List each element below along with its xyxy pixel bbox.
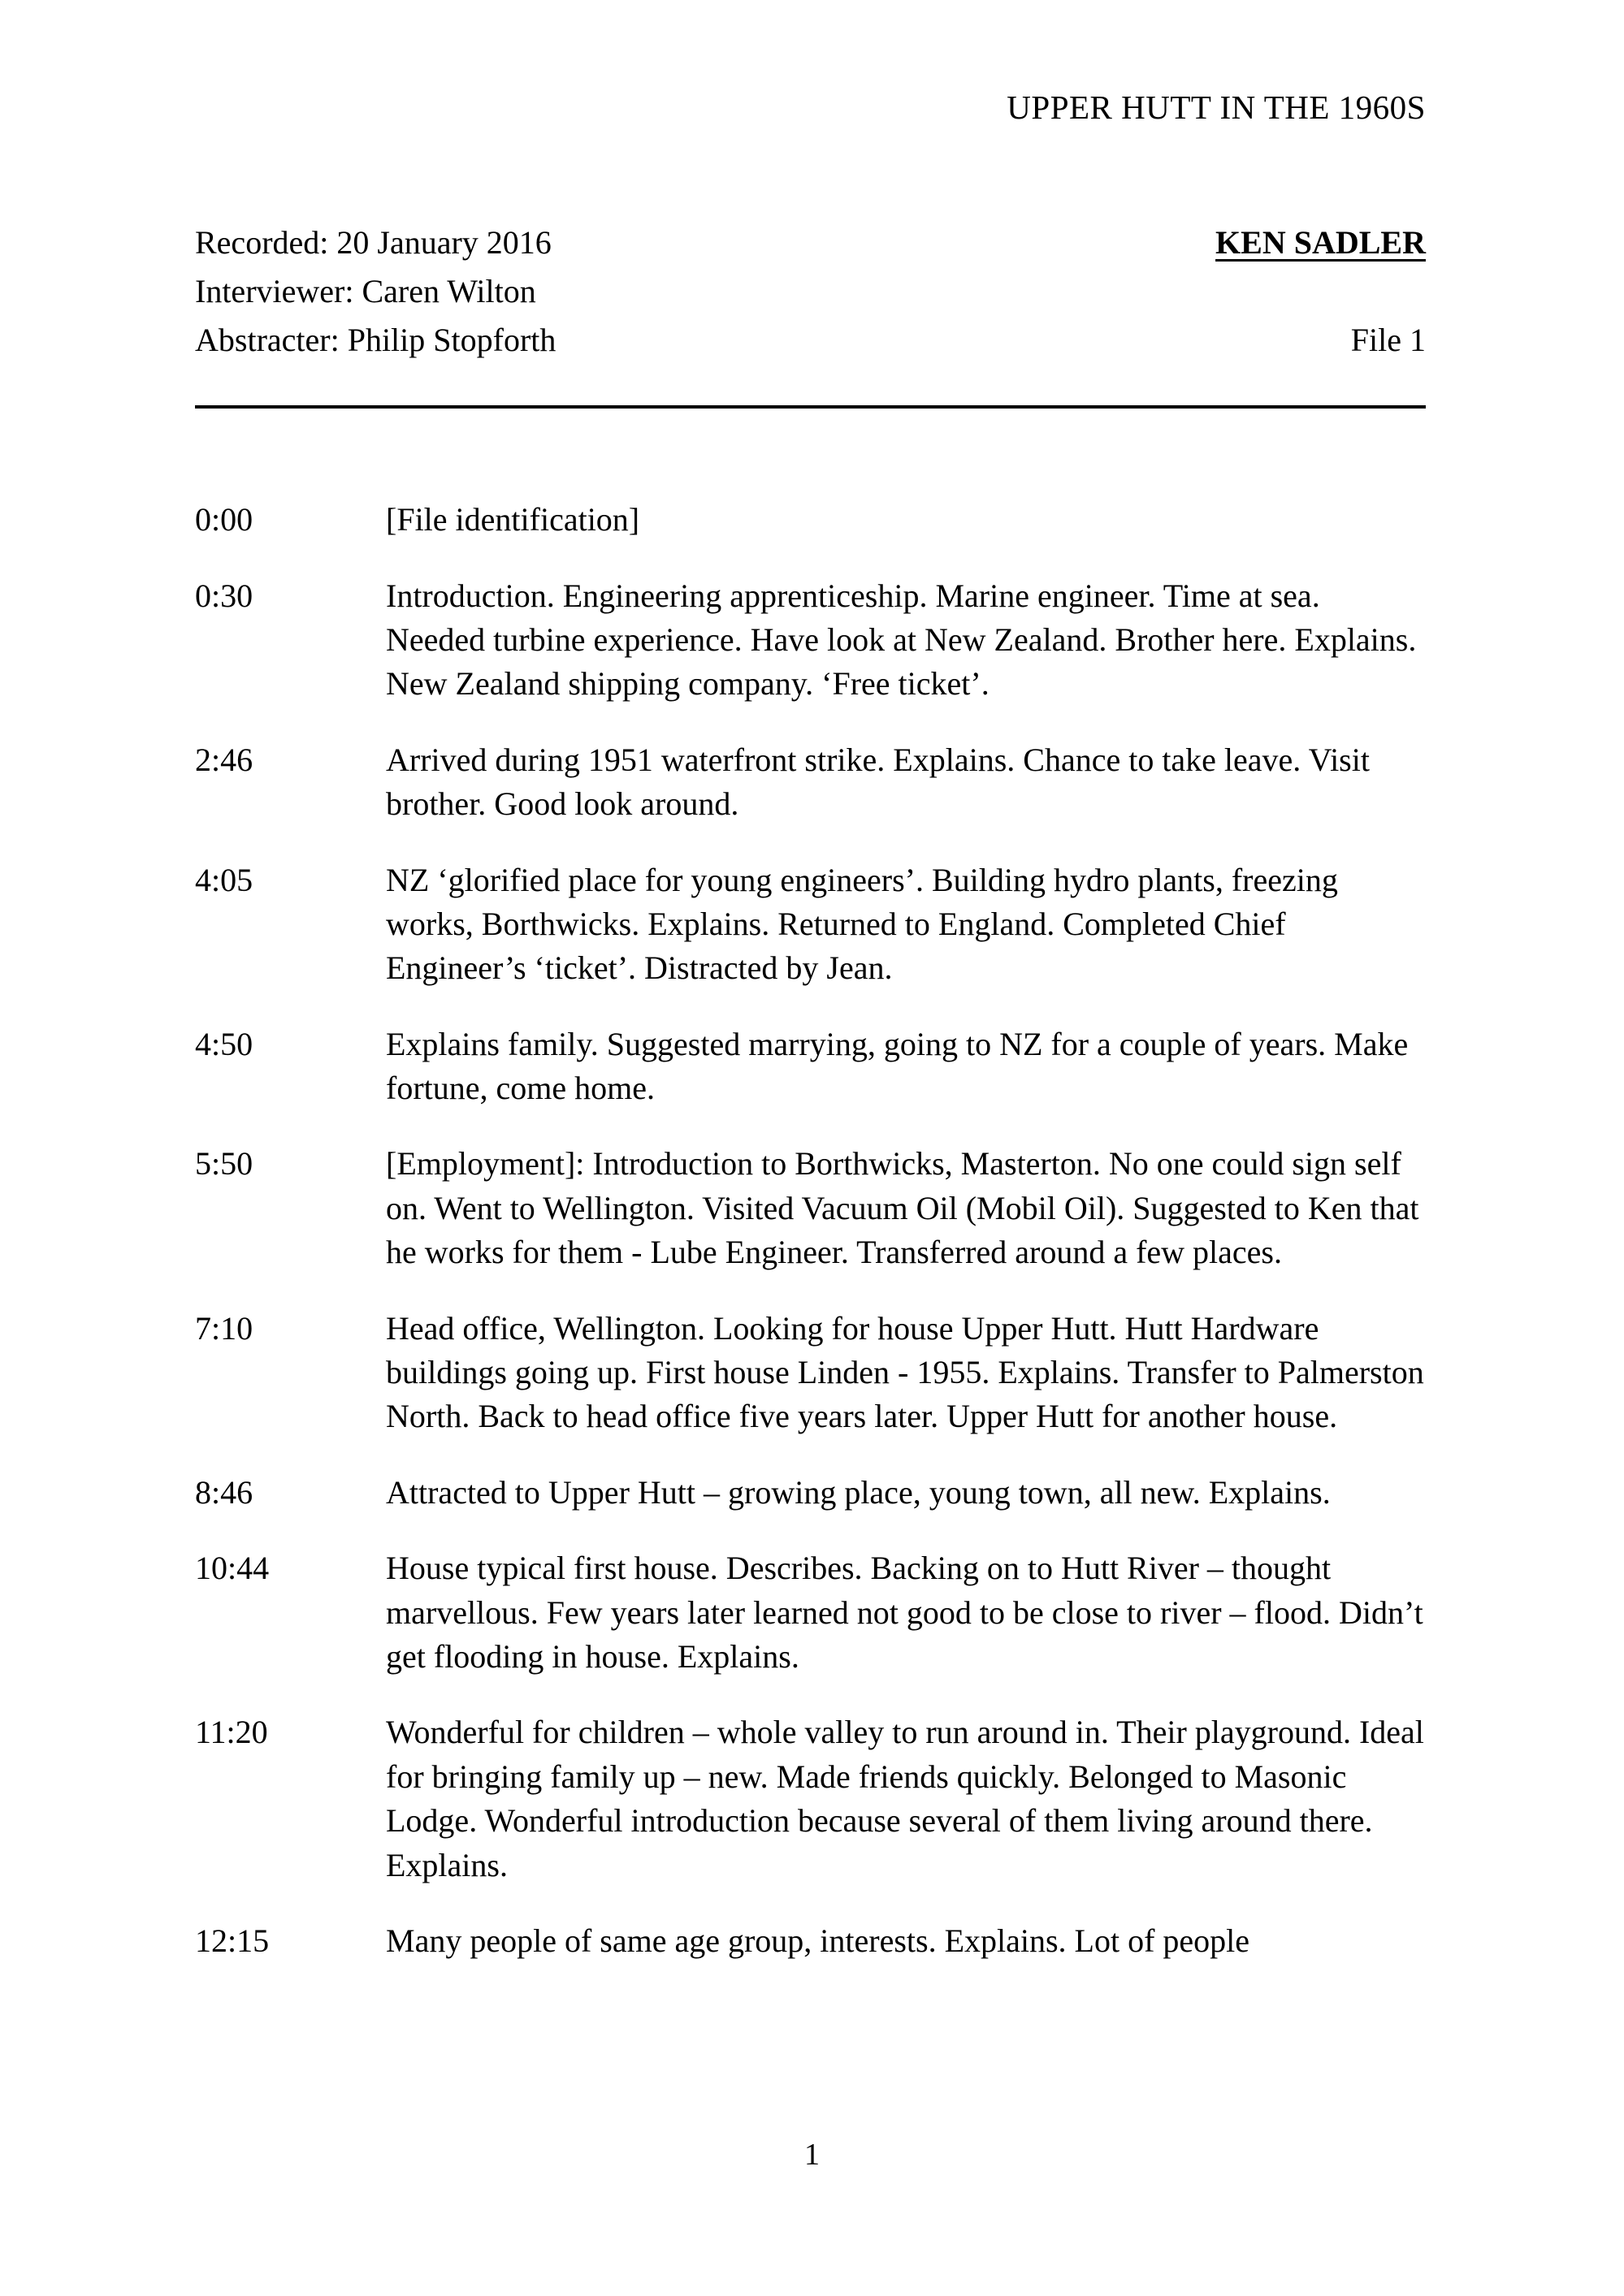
abstract-entry <box>195 1919 1426 1963</box>
entry-text: Many people of same age group, interests. Explains. Lot of people <box>386 1922 1250 1959</box>
entry-timestamp: 10:44 <box>195 1550 270 1587</box>
page-number: 1 <box>804 2138 820 2172</box>
metadata-row-recorded <box>195 218 1426 267</box>
metadata-block <box>195 218 1426 365</box>
entry-text: Attracted to Upper Hutt – growing place, young town, all new. Explains. <box>386 1473 1331 1511</box>
entry-text: [Employment]: Introduction to Borthwicks, Masterton. No one could sign self on. Went to Wellington. Visited Vacuum Oil (Mobil Oil). Suggested to Ken that he works for them - Lube Engineer. Transferred around a few places. <box>386 1145 1419 1271</box>
entry-timestamp: 12:15 <box>195 1922 270 1959</box>
divider-rule <box>195 405 1426 409</box>
abstract-entry <box>195 1142 1426 1274</box>
file-number: File 1 <box>1350 322 1426 359</box>
document-title: UPPER HUTT IN THE 1960S <box>1007 89 1426 126</box>
entry-timestamp: 5:50 <box>195 1145 253 1183</box>
abstract-entry <box>195 1546 1426 1679</box>
entry-text: NZ ‘glorified place for young engineers’. Building hydro plants, freezing works, Borthwicks. Explains. Returned to England. Completed Chief Engineer’s ‘ticket’. Distracted by Jean. <box>386 861 1338 987</box>
entry-timestamp: 7:10 <box>195 1309 253 1347</box>
entry-text: [File identification] <box>386 501 640 538</box>
entry-text: Wonderful for children – whole valley to run around in. Their playground. Ideal for bringing family up – new. Made friends quickly. Belonged to Masonic Lodge. Wonderful introduction because several of them living around there. Explains. <box>386 1714 1424 1883</box>
entry-text: Head office, Wellington. Looking for house Upper Hutt. Hutt Hardware buildings going up. First house Linden - 1955. Explains. Transfer to Palmerston North. Back to head office five years later. Upper Hutt for another house. <box>386 1309 1424 1435</box>
subject-name: KEN SADLER <box>1215 224 1426 262</box>
entry-text: House typical first house. Describes. Backing on to Hutt River – thought marvellous. Few years later learned not good to be close to river – flood. Didn’t get flooding in house. Explains. <box>386 1550 1423 1675</box>
abstract-entries <box>195 498 1426 1963</box>
abstract-entry <box>195 498 1426 542</box>
recorded-date: Recorded: 20 January 2016 <box>195 224 552 262</box>
abstract-entry <box>195 574 1426 707</box>
entry-text: Explains family. Suggested marrying, going to NZ for a couple of years. Make fortune, come home. <box>386 1025 1409 1107</box>
entry-timestamp: 4:05 <box>195 861 253 898</box>
metadata-row-interviewer <box>195 267 1426 316</box>
abstract-entry <box>195 1023 1426 1111</box>
interviewer-name: Interviewer: Caren Wilton <box>195 273 536 310</box>
metadata-row-abstracter <box>195 316 1426 365</box>
abstracter-name: Abstracter: Philip Stopforth <box>195 322 556 359</box>
entry-timestamp: 0:00 <box>195 501 253 538</box>
entry-timestamp: 2:46 <box>195 741 253 778</box>
abstract-entry <box>195 1710 1426 1887</box>
abstract-entry <box>195 738 1426 827</box>
abstract-entry <box>195 1307 1426 1439</box>
entry-timestamp: 11:20 <box>195 1714 268 1751</box>
entry-text: Introduction. Engineering apprenticeship. Marine engineer. Time at sea. Needed turbine experience. Have look at New Zealand. Brother here. Explains. New Zealand shipping company. ‘Free ticket’. <box>386 577 1417 703</box>
entry-text: Arrived during 1951 waterfront strike. Explains. Chance to take leave. Visit brother. Good look around. <box>386 741 1370 823</box>
entry-timestamp: 0:30 <box>195 577 253 614</box>
entry-timestamp: 4:50 <box>195 1025 253 1062</box>
abstract-entry <box>195 858 1426 991</box>
abstract-entry <box>195 1471 1426 1515</box>
entry-timestamp: 8:46 <box>195 1473 253 1511</box>
